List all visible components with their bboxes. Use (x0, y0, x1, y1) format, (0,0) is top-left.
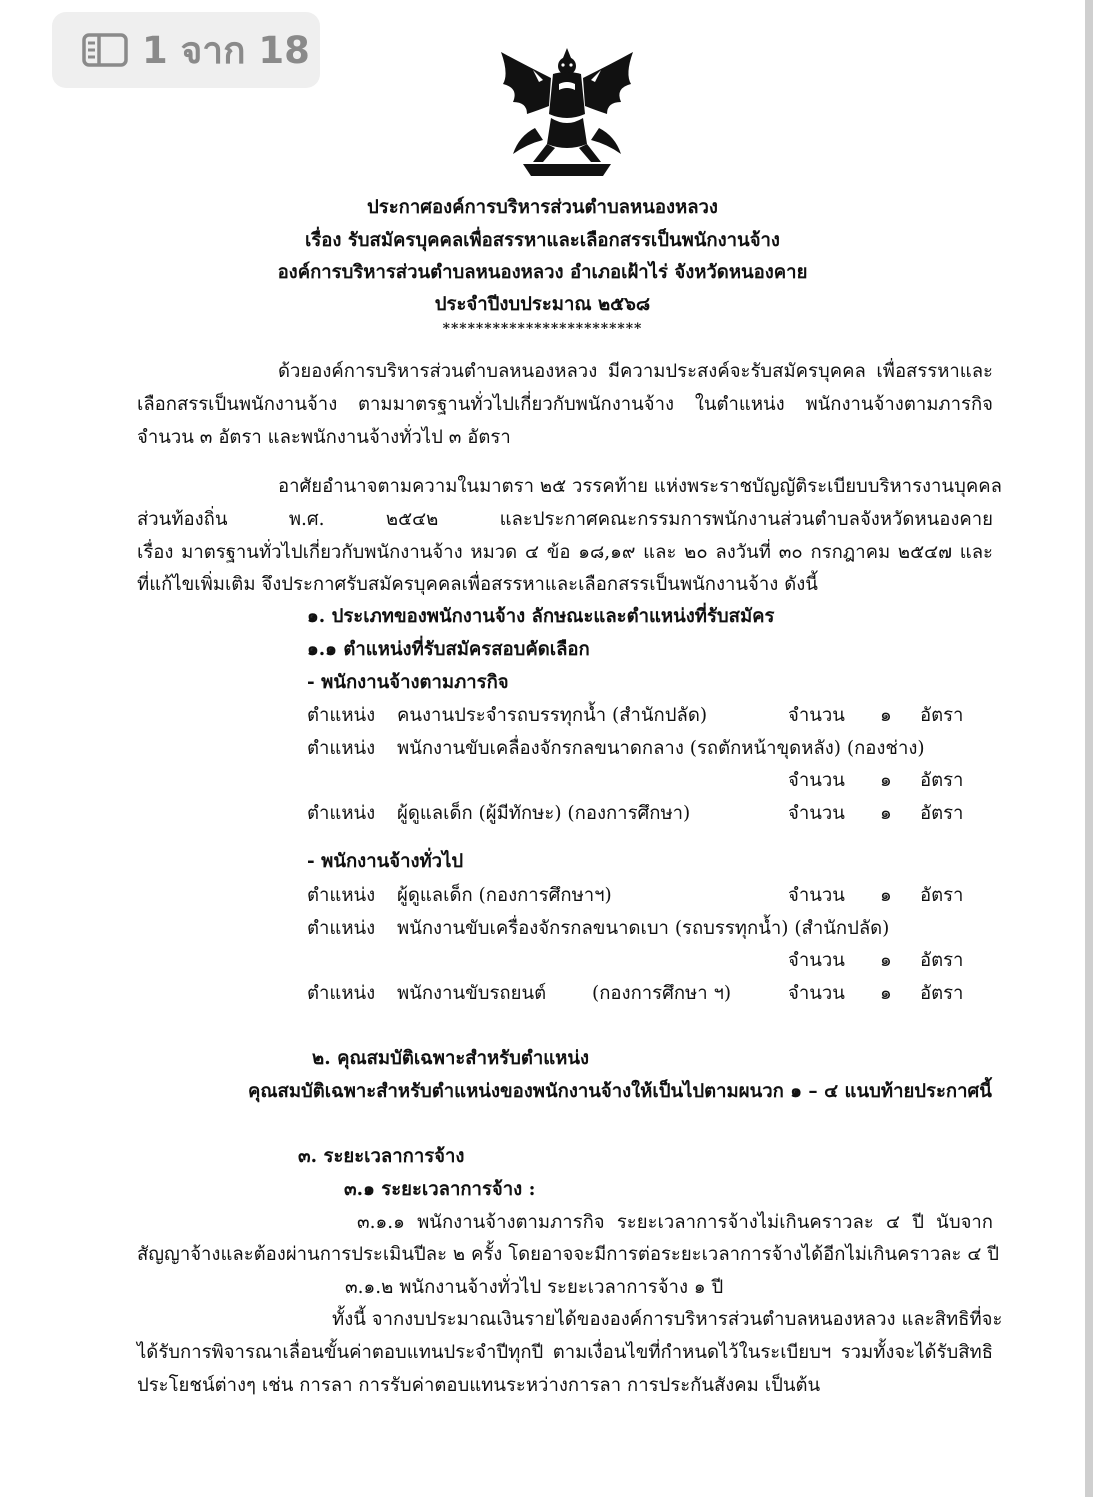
rate-label: อัตรา (920, 803, 964, 824)
position-label: ตำแหน่ง (307, 983, 376, 1004)
section3-p2: ๓.๑.๒ พนักงานจ้างทั่วไป ระยะเวลาการจ้าง ๑ ปี (345, 1277, 724, 1298)
intro-p2-line3: เรื่อง มาตรฐานทั่วไปเกี่ยวกับพนักงานจ้าง หมวด ๔ ข้อ ๑๘,๑๙ และ ๒๐ ลงวันที่ ๓๐ กรกฎาคม ๒๕๔๗ และ (137, 542, 993, 563)
page-indicator-text: 1 จาก 18 (142, 28, 310, 72)
garuda-emblem-icon (493, 44, 641, 178)
count-value: ๑ (880, 983, 892, 1004)
sidebar-toggle-icon[interactable] (82, 33, 128, 67)
group-general-staff: - พนักงานจ้างทั่วไป (307, 851, 464, 872)
position-name: คนงานประจำรถบรรทุกน้ำ (สำนักปลัด) (397, 705, 708, 726)
count-value: ๑ (880, 950, 892, 971)
section3-p3-line1: ทั้งนี้ จากงบประมาณเงินรายได้ขององค์การบริหารส่วนตำบลหนองหลวง และสิทธิที่จะ (332, 1309, 1003, 1330)
count-label: จำนวน (788, 885, 845, 906)
position-label: ตำแหน่ง (307, 885, 376, 906)
intro-p2-line2: ส่วนท้องถิ่น พ.ศ. ๒๕๔๒ และประกาศคณะกรรมการพนักงานส่วนตำบลจังหวัดหนองคาย (137, 509, 993, 530)
position-label: ตำแหน่ง (307, 705, 376, 726)
rate-label: อัตรา (920, 705, 964, 726)
scrollbar-track[interactable] (1085, 0, 1093, 1497)
section2-title: ๒. คุณสมบัติเฉพาะสำหรับตำแหน่ง (312, 1048, 590, 1069)
intro-p1-line1: ด้วยองค์การบริหารส่วนตำบลหนองหลวง มีความประสงค์จะรับสมัครบุคคล เพื่อสรรหาและ (278, 361, 993, 382)
count-value: ๑ (880, 885, 892, 906)
count-label: จำนวน (788, 983, 845, 1004)
count-label: จำนวน (788, 803, 845, 824)
announcement-subject: เรื่อง รับสมัครบุคคลเพื่อสรรหาและเลือกสรรเป็นพนักงานจ้าง (305, 230, 780, 251)
rate-label: อัตรา (920, 770, 964, 791)
intro-p2-line1: อาศัยอำนาจตามความในมาตรา ๒๕ วรรคท้าย แห่งพระราชบัญญัติระเบียบบริหารงานบุคคล (278, 476, 1002, 497)
position-name: ผู้ดูแลเด็ก (กองการศึกษาฯ) (397, 885, 612, 906)
section2-body: คุณสมบัติเฉพาะสำหรับตำแหน่งของพนักงานจ้างให้เป็นไปตามผนวก ๑ – ๔ แนบท้ายประกาศนี้ (248, 1081, 992, 1102)
count-value: ๑ (880, 705, 892, 726)
position-label: ตำแหน่ง (307, 918, 376, 939)
announcement-title: ประกาศองค์การบริหารส่วนตำบลหนองหลวง (367, 197, 718, 218)
position-name: พนักงานขับรถยนต์ (397, 983, 547, 1004)
position-department: (กองการศึกษา ฯ) (592, 983, 732, 1004)
section3-title: ๓. ระยะเวลาการจ้าง (298, 1146, 465, 1167)
section3-subtitle: ๓.๑ ระยะเวลาการจ้าง : (344, 1179, 536, 1200)
count-value: ๑ (880, 803, 892, 824)
count-label: จำนวน (788, 770, 845, 791)
section3-p1-line1: ๓.๑.๑ พนักงานจ้างตามภารกิจ ระยะเวลาการจ้างไม่เกินคราวละ ๔ ปี นับจาก (357, 1212, 993, 1233)
page-indicator[interactable] (52, 12, 320, 88)
count-label: จำนวน (788, 705, 845, 726)
section3-p3-line3: ประโยชน์ต่างๆ เช่น การลา การรับค่าตอบแทนระหว่างการลา การประกันสังคม เป็นต้น (137, 1375, 821, 1396)
rate-label: อัตรา (920, 950, 964, 971)
group-mission-staff: - พนักงานจ้างตามภารกิจ (307, 672, 509, 693)
position-label: ตำแหน่ง (307, 738, 376, 759)
announcement-organization: องค์การบริหารส่วนตำบลหนองหลวง อำเภอเฝ้าไร่ จังหวัดหนองคาย (277, 262, 808, 283)
header-divider: ************************ (442, 321, 643, 337)
section3-p3-line2: ได้รับการพิจารณาเลื่อนขั้นค่าตอบแทนประจำปีทุกปี ตามเงื่อนไขที่กำหนดไว้ในระเบียบฯ รวมทั้งจะได้รับสิทธิ (137, 1342, 993, 1363)
position-label: ตำแหน่ง (307, 803, 376, 824)
count-label: จำนวน (788, 950, 845, 971)
section1-title: ๑. ประเภทของพนักงานจ้าง ลักษณะและตำแหน่งที่รับสมัคร (307, 606, 775, 627)
announcement-fiscal-year: ประจำปีงบประมาณ ๒๕๖๘ (434, 294, 651, 315)
section1-subtitle: ๑.๑ ตำแหน่งที่รับสมัครสอบคัดเลือก (307, 639, 590, 660)
section3-p1-line2: สัญญาจ้างและต้องผ่านการประเมินปีละ ๒ ครั้ง โดยอาจจะมีการต่อระยะเวลาการจ้างได้อีกไม่เกินคราวละ ๔ ปี (137, 1244, 999, 1265)
rate-label: อัตรา (920, 983, 964, 1004)
rate-label: อัตรา (920, 885, 964, 906)
intro-p1-line3: จำนวน ๓ อัตรา และพนักงานจ้างทั่วไป ๓ อัตรา (137, 427, 511, 448)
position-name: ผู้ดูแลเด็ก (ผู้มีทักษะ) (กองการศึกษา) (397, 803, 691, 824)
intro-p1-line2: เลือกสรรเป็นพนักงานจ้าง ตามมาตรฐานทั่วไปเกี่ยวกับพนักงานจ้าง ในตำแหน่ง พนักงานจ้างตามภารกิจ (137, 394, 993, 415)
position-name: พนักงานขับเครื่องจักรกลขนาดเบา (รถบรรทุกน้ำ) (สำนักปลัด) (397, 918, 890, 939)
position-name: พนักงานขับเคลื่องจักรกลขนาดกลาง (รถตักหน้าขุดหลัง) (กองช่าง) (397, 738, 925, 759)
intro-p2-line4: ที่แก้ไขเพิ่มเติม จึงประกาศรับสมัครบุคคลเพื่อสรรหาและเลือกสรรเป็นพนักงานจ้าง ดังนี้ (137, 574, 818, 595)
count-value: ๑ (880, 770, 892, 791)
